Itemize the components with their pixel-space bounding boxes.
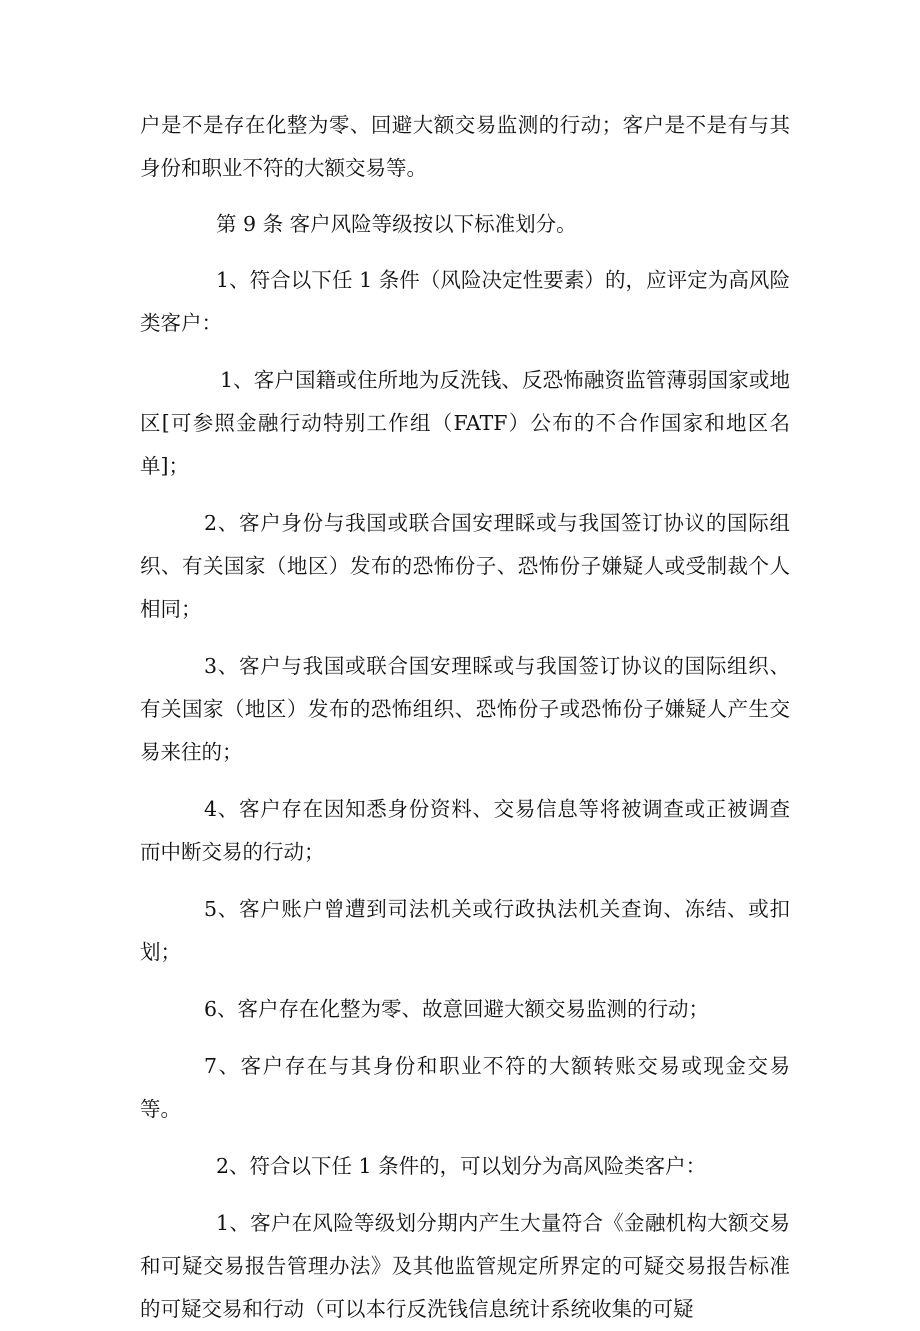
item-1-7: 7、客户存在与其身份和职业不符的大额转账交易或现金交易等。 xyxy=(140,1054,790,1121)
item-1-6: 6、客户存在化整为零、故意回避大额交易监测的行动； xyxy=(204,997,710,1021)
item-1-4: 4、客户存在因知悉身份资料、交易信息等将被调查或正被调查而中断交易的行动； xyxy=(140,797,790,864)
item-1-1: 1、客户国籍或住所地为反洗钱、反恐怖融资监管薄弱国家或地区[可参照金融行动特别工作组（FATF）公布的不合作国家和地区名单]； xyxy=(140,368,790,478)
article-9-heading: 第 9 条 客户风险等级按以下标准划分。 xyxy=(216,212,577,236)
item-1-5: 5、客户账户曾遭到司法机关或行政执法机关查询、冻结、或扣划； xyxy=(140,897,790,964)
item-2-1: 1、客户在风险等级划分期内产生大量符合《金融机构大额交易和可疑交易报告管理办法》及其他监管规定所界定的可疑交易报告标准的可疑交易和行动（可以本行反洗钱信息统计系统收集的可疑 xyxy=(140,1211,790,1321)
section-1-heading: 1、符合以下任 1 条件（风险决定性要素）的，应评定为高风险类客户： xyxy=(140,268,790,335)
section-2-heading: 2、符合以下任 1 条件的，可以划分为高风险类客户： xyxy=(216,1154,707,1178)
document-body xyxy=(140,104,790,1331)
paragraph-continuation: 户是不是存在化整为零、回避大额交易监测的行动；客户是不是有与其身份和职业不符的大额交易等。 xyxy=(140,113,790,180)
item-1-2: 2、客户身份与我国或联合国安理睬或与我国签订协议的国际组织、有关国家（地区）发布的恐怖份子、恐怖份子嫌疑人或受制裁个人相同； xyxy=(140,511,790,621)
item-1-3: 3、客户与我国或联合国安理睬或与我国签订协议的国际组织、有关国家（地区）发布的恐怖组织、恐怖份子或恐怖份子嫌疑人产生交易来往的； xyxy=(140,654,790,764)
